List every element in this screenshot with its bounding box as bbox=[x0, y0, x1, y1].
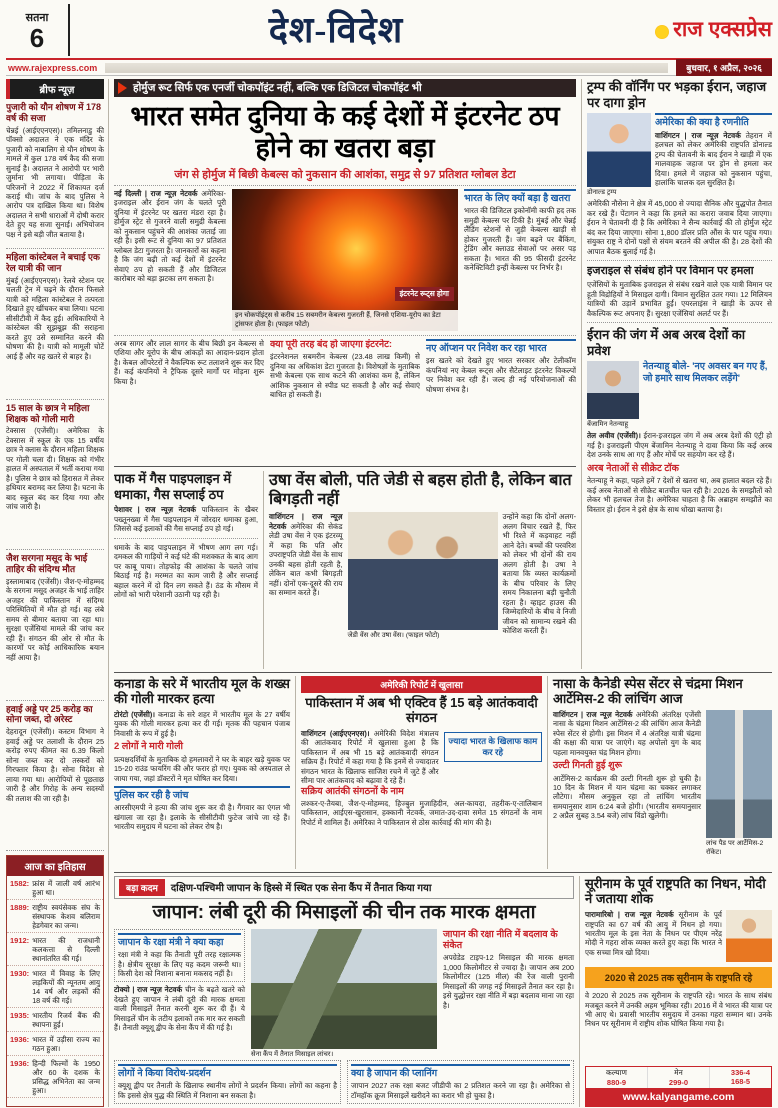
main-upper-column bbox=[114, 79, 582, 669]
terror-dateline: वाशिंगटन (आईएएनएस)। bbox=[301, 728, 370, 738]
usha-vance-story bbox=[264, 471, 576, 669]
countdown-heading: उल्टी गिनती हुई शुरू bbox=[553, 760, 623, 772]
japan-protest-heading: लोगों ने किया विरोध-प्रदर्शन bbox=[118, 1064, 337, 1079]
history-text: भारत में विवाह के लिए लड़कियों की न्यूनतम आयु 14 वर्ष और लड़कों की 18 वर्ष की गई। bbox=[32, 968, 100, 1005]
terror-text-column bbox=[301, 729, 439, 786]
history-item bbox=[7, 1056, 103, 1098]
page-number-box bbox=[6, 4, 70, 56]
japan-para1 bbox=[114, 985, 245, 1032]
japan-policy-body: अपग्रेडेड टाइप-12 मिसाइल की मारक क्षमता 1,000 किलोमीटर से ज्यादा है। जापान अब 200 किलोमीटर (125 मील) की रेंज वाली पुरानी मिसाइलों की जगह नई मिसाइलें तैनात कर रहा है। इसे युद्धोत्तर रक्षा नीति में बड़ा बदलाव माना जा रहा है। bbox=[443, 953, 574, 1010]
terror-body-row bbox=[301, 729, 542, 786]
ad-value: 336-4 bbox=[730, 1068, 751, 1077]
lead-story bbox=[114, 79, 576, 467]
page-number: 6 bbox=[29, 22, 45, 53]
nasa-para1 bbox=[553, 710, 701, 757]
usha-text-column bbox=[269, 512, 343, 639]
canada-dateline: टोरंटो (एजेंसी)। bbox=[114, 709, 156, 719]
nasa-headline: नासा के कैनेडी स्पेस सेंटर से चंद्रमा मिशन आर्टेमिस-2 की लांचिंग आज bbox=[553, 675, 743, 707]
brief-item bbox=[6, 249, 104, 399]
history-header: आज का इतिहास bbox=[7, 856, 103, 876]
date-label: बुधवार, १ अप्रैल, २०२६ bbox=[676, 59, 772, 76]
row-b bbox=[114, 471, 576, 669]
history-text: भारत की राजधानी कलकत्ता से दिल्ली स्थानांतरित की गई। bbox=[32, 935, 100, 963]
lead-sub-internet bbox=[270, 339, 420, 400]
canada-murder-story bbox=[114, 676, 296, 869]
iran-arab-headline: ईरान की जंग में अब अरब देशों का प्रवेश bbox=[587, 327, 746, 358]
brand-sun-icon bbox=[655, 25, 669, 39]
brief-item bbox=[6, 550, 104, 700]
brief-item bbox=[6, 701, 104, 851]
ad-cell bbox=[648, 1067, 710, 1088]
ad-col-head: मेन bbox=[674, 1068, 683, 1077]
lead-text-column bbox=[114, 189, 226, 331]
iran-arab-story bbox=[587, 327, 772, 668]
lead-dateline: नई दिल्ली | राज न्यूज़ नेटवर्क bbox=[114, 188, 198, 198]
trump-strategy-box bbox=[655, 113, 772, 196]
ad-cell bbox=[710, 1067, 771, 1088]
brief-body: देहरादून (एजेंसी)। कस्टम विभाग ने हवाई अड्डे पर तलाशी के दौरान 25 करोड़ रुपए कीमत का 6.39 किलो सोना जब्त कर दो तस्करों को गिरफ्तार किया है। सोना विदेश से लाया गया था। आरोपियों से पूछताछ जारी है और गिरोह के अन्य सदस्यों की तलाश की जा रही है। bbox=[6, 727, 104, 803]
divider bbox=[587, 322, 772, 323]
terror-groups-body: लश्कर-ए-तैयबा, जैश-ए-मोहम्मद, हिज्बुल मुजाहिदीन, अल-कायदा, तहरीक-ए-तालिबान पाकिस्तान, आईएस-खुरासान, हक्कानी नेटवर्क, जमात-उद-दावा समेत 15 संगठनों के नाम रिपोर्ट में शामिल हैं। अमेरिका ने पाकिस्तान से ठोस कार्रवाई की मांग की है। bbox=[301, 798, 542, 827]
lead-bottom-row bbox=[114, 335, 576, 400]
japan-protest-body: क्यूशू द्वीप पर तैनाती के खिलाफ स्थानीय लोगों ने प्रदर्शन किया। लोगों का कहना है कि इससे क्षेत्र युद्ध की स्थिति में निशाना बन सकता है। bbox=[118, 1081, 337, 1100]
suriname-headline: सूरीनाम के पूर्व राष्ट्रपति का निधन, मोदी ने जताया शोक bbox=[585, 875, 766, 907]
iran-photo-row bbox=[587, 361, 772, 428]
lead-paragraph bbox=[114, 189, 226, 284]
lead-para1: अमेरिका-इजराइल और ईरान जंग के चलते पूरी दुनिया में इंटरनेट पर खतरा मंडरा रहा है। होर्मुज स्ट्रेट से गुजरने वाली समुद्री केबल्स को नुकसान पहुंचने की आशंका जताई जा रही है। इसी रूट से दुनिया का 97 प्रतिशत ग्लोबल डेटा गुजरता है। जानकारों का कहना है कि जंग बढ़ी तो कई देशों में इंटरनेट सेवाएं ठप हो सकती हैं और डिजिटल कारोबार को बड़ा झटका लग सकता है। bbox=[114, 188, 226, 284]
section-title: देश-विदेश bbox=[268, 10, 404, 50]
history-year: 1935: bbox=[10, 1010, 30, 1020]
nasa-artemis-story bbox=[548, 676, 772, 869]
today-in-history-box bbox=[6, 855, 104, 1107]
usha-para2: उन्होंने कहा कि दोनों अलग-अलग विचार रखते हैं, फिर भी रिश्ते में कड़वाहट नहीं आने देते। बच्चों की परवरिश को लेकर भी दोनों की राय अलग होती है। उषा ने बताया कि व्यस्त कार्यक्रमों के बीच परिवार के लिए समय निकालना बड़ी चुनौती रहता है। व्हाइट हाउस की जिम्मेदारियों के बीच वे निजी जीवन को सामान्य रखने की कोशिश करती हैं। bbox=[502, 512, 576, 636]
trump-photo-row bbox=[587, 113, 772, 196]
divider bbox=[114, 538, 258, 539]
netanyahu-photo-caption: बेंजामिन नेतन्याहू bbox=[587, 421, 629, 429]
japan-planning-box bbox=[347, 1060, 574, 1104]
lead-kicker-text: होर्मुज रूट सिर्फ एक एनर्जी चोकपॉइंट नहीं, बल्कि एक डिजिटल चोकपॉइंट भी bbox=[133, 82, 422, 94]
ad-col-head: कल्याण bbox=[606, 1068, 627, 1077]
lead-text-column bbox=[114, 339, 264, 400]
brief-body: चेन्नई (आईएएनएस)। तमिलनाडु की पॉक्सो अदालत ने एक मंदिर के पुजारी को नाबालिग से यौन शोषण के मामले में कुल 178 वर्ष कैद की सजा सुनाई है। अदालत ने आरोपी पर भारी जुर्माना भी लगाया। पीड़िता के परिजनों ने 2022 में शिकायत दर्ज कराई थी। जांच के बाद पुलिस ने आरोप पत्र दाखिल किया था। विशेष अदालत ने सभी धाराओं में दोषी करार देते हुए यह सजा सुनाई। अभियोजन पक्ष ने इसे बड़ी जीत बताया है। bbox=[6, 125, 104, 239]
usha-photo-wrap bbox=[348, 512, 498, 639]
ad-cell bbox=[586, 1067, 648, 1088]
lead-para2: अरब सागर और लाल सागर के बीच बिछी इन केबल्स से एशिया और यूरोप के बीच आंकड़ों का आदान-प्रदान होता है। केबल ऑपरेटरों ने वैकल्पिक रूट तलाशने शुरू कर दिए हैं। कई कंपनियों ने ट्रैफिक दूसरे मार्गों पर मोड़ना शुरू किया है। bbox=[114, 338, 264, 386]
japan-minister-body: रक्षा मंत्री ने कहा कि तैनाती पूरी तरह रक्षात्मक है। क्षेत्रीय सुरक्षा के लिए यह कदम जरूरी था। किसी देश को निशाना बनाना मकसद नहीं है। bbox=[118, 950, 241, 978]
brief-title: पुजारी को यौन शोषण में 178 वर्ष की सजा bbox=[6, 102, 101, 123]
suriname-dateline: पारामारिबो | राज न्यूज़ नेटवर्क bbox=[585, 910, 674, 920]
ad-results-table bbox=[586, 1067, 771, 1088]
main-content-area bbox=[109, 79, 772, 1107]
trump-headline: ट्रम्प की वॉर्निंग पर भड़का ईरान, जहाज पर दागा ड्रोन bbox=[587, 79, 767, 110]
right-rail bbox=[582, 79, 772, 669]
usha-text-column bbox=[503, 512, 577, 639]
brand-name: राज एक्सप्रेस bbox=[673, 17, 772, 41]
lead-sidebox-new-options bbox=[426, 339, 576, 400]
canada-headline: कनाडा के सरे में भारतीय मूल के शख्स की गोली मारकर हत्या bbox=[114, 675, 290, 707]
lead-photo-tag: इंटरनेट रूट्स होगा bbox=[395, 287, 454, 301]
new-options-heading: नए ऑप्शन पर निवेश कर रहा भारत bbox=[426, 339, 576, 354]
ad-value: 168-5 bbox=[730, 1077, 751, 1086]
iran-lead: ईरान-इजराइल जंग में अब अरब देशों की एंट्री हो गई है। इजराइली पीएम बेंजामिन नेतन्याहू ने दावा किया कि कई अरब देश उनके साथ आ गए हैं और मोर्चे पर सहयोग कर रहे हैं। bbox=[587, 431, 772, 460]
history-text: भारतीय रिजर्व बैंक की स्थापना हुई। bbox=[32, 1010, 100, 1029]
brief-title: 15 साल के छात्र ने महिला शिक्षक को गोली मारी bbox=[6, 402, 90, 424]
lead-photo bbox=[232, 189, 458, 331]
info-bar bbox=[6, 60, 772, 76]
netanyahu-photo bbox=[587, 361, 639, 419]
india-risk-heading: भारत के लिए क्यों बड़ा है खतरा bbox=[464, 189, 576, 204]
lead-kicker bbox=[114, 79, 576, 97]
rocket-photo bbox=[706, 710, 772, 838]
history-text: हिन्दी फिल्मों के 1950 और 60 के दशक के प्रसिद्ध अभिनेता का जन्म हुआ। bbox=[32, 1058, 100, 1095]
lead-photo-caption: इन चोकपॉइंट्स से करीब 15 सबमरीन केबल्स गुजरती हैं, जिनसे एशिया-यूरोप का डेटा ट्रांसफर होता है। (फाइल फोटो) bbox=[232, 310, 458, 330]
suriname-highlight: 2020 से 2025 तक सूरीनाम के राष्ट्रपति रहे bbox=[585, 967, 772, 988]
pak-gas-para2: धमाके के बाद पाइपलाइन में भीषण आग लग गई। दमकल की गाड़ियों ने कई घंटे की मशक्कत के बाद आग पर काबू पाया। तोड़फोड़ की आशंका के चलते जांच बिठाई गई है। मरम्मत का काम जारी है और सप्लाई बहाल करने में दो दिन लग सकते हैं। ठंड के मौसम में लोगों को भारी परेशानी उठानी पड़ रही है। bbox=[114, 542, 258, 600]
history-text: भारत में उड़ीसा राज्य का गठन हुआ। bbox=[32, 1034, 100, 1053]
netanyahu-photo-wrap bbox=[587, 361, 639, 428]
suriname-story bbox=[580, 876, 772, 1107]
japan-lead: चीन के बढ़ते खतरे को देखते हुए जापान ने लंबी दूरी की मारक क्षमता वाली मिसाइलें तैनात करनी शुरू कर दी हैं। ये मिसाइलें चीन के तटीय इलाकों तक मार कर सकती हैं। तैनाती क्यूशू द्वीप के सेना कैंप में की गई है। bbox=[114, 985, 246, 1033]
brief-item bbox=[6, 400, 104, 550]
history-text: राष्ट्रीय स्वयंसेवक संघ के संस्थापक केशव बलिराम हेडगेवार का जन्म। bbox=[32, 902, 100, 930]
japan-dateline: टोक्यो | राज न्यूज़ नेटवर्क bbox=[114, 985, 183, 995]
row-d bbox=[114, 872, 772, 1107]
japan-strip bbox=[114, 876, 574, 899]
nasa-dateline: वाशिंगटन | राज न्यूज़ नेटवर्क bbox=[553, 709, 633, 719]
ad-value: 880-9 bbox=[606, 1078, 627, 1087]
japan-planning-body: जापान 2027 तक रक्षा बजट जीडीपी का 2 प्रतिशत करने जा रहा है। अमेरिका से टॉमहॉक क्रूज मिसाइलें खरीदने का करार भी हो चुका है। bbox=[351, 1081, 570, 1100]
lead-sidebox-india-risk bbox=[464, 189, 576, 331]
japan-headline: जापान: लंबी दूरी की मिसाइलों की चीन तक मारक क्षमता bbox=[152, 901, 536, 923]
israel-plane-body: एजेंसियों के मुताबिक इजराइल से संबंध रखने वाले एक यात्री विमान पर हूती विद्रोहियों ने मिसाइल दागी। विमान सुरक्षित उतर गया। 12 मिलियन यात्रियों की उड़ानें प्रभावित हुईं। एयरलाइंस ने खाड़ी के ऊपर से वैकल्पिक रूट अपनाए हैं। सुरक्षा एजेंसियां अलर्ट पर हैं। bbox=[587, 280, 772, 318]
secret-talk-body: नेतन्याहू ने कहा, पहले हमें 7 देशों से खतरा था, अब हालात बदल रहे हैं। कई अरब नेताओं से सीक्रेट बातचीत चल रही है। 2026 के समझौतों को लेकर भी हलचल तेज है। अमेरिका चाहता है कि अब्राहम समझौते का विस्तार हो। ईरान ने इसे क्षेत्र के साथ धोखा बताया है। bbox=[587, 476, 772, 514]
history-year: 1582: bbox=[10, 878, 30, 888]
trump-photo-caption: डोनाल्ड ट्रम्प bbox=[587, 189, 617, 197]
japan-missile-story bbox=[114, 876, 580, 1107]
japan-policy-heading: जापान की रक्षा नीति में बदलाव के संकेत bbox=[443, 928, 558, 952]
japan-bottom-row bbox=[114, 1060, 574, 1107]
history-item bbox=[7, 876, 103, 900]
pak-gas-story bbox=[114, 471, 264, 669]
terror-kicker: अमेरिकी रिपोर्ट में खुलासा bbox=[301, 676, 542, 693]
terror-side-column bbox=[444, 729, 542, 786]
netanyahu-quote: नेतन्याहू बोले- 'नए अवसर बन गए हैं, जो हमारे साथ मिलकर लड़ेंगे' bbox=[643, 361, 768, 385]
trump-para1 bbox=[655, 131, 772, 188]
iran-para1 bbox=[587, 431, 772, 459]
iran-dateline: तेल अवीव (एजेंसी)। bbox=[587, 431, 641, 441]
trump-lead: तेहरान में हलचल को लेकर अमेरिकी राष्ट्रपति डोनाल्ड ट्रम्प की चेतावनी के बाद ईरान ने खाड़ी में एक मालवाहक जहाज पर ड्रोन से हमला कर दिया। हमले में जहाज को नुकसान पहुंचा, हालांकि चालक दल सुरक्षित है। bbox=[655, 130, 772, 187]
history-item bbox=[7, 900, 103, 933]
trump-dateline: वाशिंगटन | राज न्यूज़ नेटवर्क bbox=[655, 130, 741, 140]
suriname-body bbox=[585, 910, 772, 964]
secret-talk-heading: अरब नेताओं से सीक्रेट टॉक bbox=[587, 462, 679, 474]
trump-story bbox=[587, 79, 772, 256]
rocket-photo-caption: लांच पैड पर आर्टेमिस-2 रॉकेट। bbox=[706, 839, 764, 856]
history-item bbox=[7, 1008, 103, 1032]
kicker-arrow-icon bbox=[118, 82, 127, 94]
japan-planning-heading: क्या है जापान की प्लानिंग bbox=[351, 1064, 570, 1079]
brief-item bbox=[6, 99, 104, 249]
info-bar-spacer bbox=[105, 63, 668, 73]
countdown-body: आर्टेमिस-2 कार्यक्रम की उल्टी गिनती शुरू हो चुकी है। 10 दिन के मिशन में यान चंद्रमा का चक्कर लगाकर लौटेगा। मौसम अनुकूल रहा तो लांचिंग भारतीय समयानुसार शाम 6:24 बजे होगी। (भारतीय समयानुसार 2 अप्रैल सुबह 3.54 बजे) लांच विंडो खुलेगी। bbox=[553, 773, 701, 821]
brief-news-column bbox=[6, 79, 109, 1107]
pak-gas-headline: पाक में गैस पाइपलाइन में धमाका, गैस सप्लाई ठप bbox=[114, 471, 232, 502]
usha-para1 bbox=[269, 512, 343, 597]
usha-lead: अमेरिका की सेकंड लेडी उषा वेंस ने एक इंटरव्यू में कहा कि पति और उपराष्ट्रपति जेडी वेंस के साथ उनकी बहस होती रहती है, लेकिन बात कभी बिगड़ती नहीं। दोनों एक-दूसरे की राय का सम्मान करते हैं। bbox=[269, 521, 343, 598]
trump-photo bbox=[587, 113, 651, 187]
lead-headline: भारत समेत दुनिया के कई देशों में इंटरनेट ठप होने का खतरा बड़ा bbox=[130, 101, 560, 163]
japan-policy-column bbox=[443, 929, 574, 1058]
kalyan-ad bbox=[585, 1066, 772, 1107]
pak-gas-dateline: पेशावर | राज न्यूज़ नेटवर्क bbox=[114, 505, 196, 515]
trump-photo-wrap bbox=[587, 113, 651, 196]
new-options-body: इस खतरे को देखते हुए भारत सरकार और टेलीकॉम कंपनियां नए केबल रूट्स और सैटेलाइट इंटरनेट विकल्पों पर निवेश कर रही हैं। जल्द ही नई परियोजनाओं की घोषणा संभव है। bbox=[426, 356, 576, 394]
history-text: फ्रांस में जाली वर्ष आरंभ हुआ था। bbox=[32, 878, 100, 897]
usha-dateline: वाशिंगटन | राज न्यूज़ नेटवर्क bbox=[269, 512, 343, 531]
history-item bbox=[7, 933, 103, 966]
brief-body: इस्लामाबाद (एजेंसी)। जैश-ए-मोहम्मद के सरगना मसूद अजहर के भाई ताहिर अजहर की पाकिस्तान में संदिग्ध परिस्थितियों में मौत हो गई। वह लंबे समय से बीमार बताया जा रहा था। सुरक्षा एजेंसियां मामले की जांच कर रही हैं। संगठन की ओर से मौत के कारणों पर कोई आधिकारिक बयान नहीं आया है। bbox=[6, 576, 104, 662]
nasa-text-column bbox=[553, 710, 701, 856]
body-grid bbox=[6, 79, 772, 1107]
missile-photo-caption: सेना कैंप में तैनात मिसाइल लांचर। bbox=[251, 1050, 334, 1058]
japan-strip-text: दक्षिण-पश्चिमी जापान के हिस्से में स्थित एक सेना कैंप में तैनात किया गया bbox=[170, 883, 432, 895]
missile-photo-wrap bbox=[251, 929, 437, 1058]
terror-para1 bbox=[301, 729, 439, 786]
edition-place: सतना bbox=[25, 11, 49, 24]
history-year: 1936: bbox=[10, 1058, 30, 1068]
japan-text-column bbox=[114, 929, 245, 1058]
nasa-lead: अमेरिकी अंतरिक्ष एजेंसी नासा के चंद्रमा मिशन आर्टेमिस-2 की लांचिंग आज कैनेडी स्पेस सेंटर से होगी। इस मिशन में 4 अंतरिक्ष यात्री चंद्रमा की कक्षा की यात्रा पर जाएंगे। यह अपोलो युग के बाद पहला मानवयुक्त चंद्र मिशन होगा। bbox=[553, 709, 701, 757]
brand-box bbox=[602, 4, 772, 56]
usha-body-row bbox=[269, 512, 576, 639]
canada-sub2-heading: पुलिस कर रही है जांच bbox=[114, 786, 290, 801]
japan-minister-box bbox=[114, 929, 245, 983]
brief-news-header: ब्रीफ न्यूज़ bbox=[6, 79, 104, 99]
pak-gas-lead: पाकिस्तान के खैबर पख्तूनख्वा में गैस पाइपलाइन में जोरदार धमाका हुआ, जिससे कई इलाकों की गैस सप्लाई ठप हो गई। bbox=[114, 505, 258, 534]
upper-band bbox=[114, 79, 772, 669]
ad-value: 299-0 bbox=[668, 1078, 689, 1087]
history-year: 1889: bbox=[10, 902, 30, 912]
website-link[interactable]: www.rajexpress.com bbox=[8, 62, 98, 73]
us-strategy-heading: अमेरिका की क्या है रणनीति bbox=[655, 113, 772, 128]
japan-body-row bbox=[114, 929, 574, 1058]
suriname-photo bbox=[726, 910, 772, 962]
usha-photo bbox=[348, 512, 498, 630]
pak-terror-story bbox=[296, 676, 548, 869]
history-year: 1930: bbox=[10, 968, 30, 978]
brief-body: टेक्सास (एजेंसी)। अमेरिका के टेक्सास में स्कूल के एक 15 वर्षीय छात्र ने क्लास के दौरान महिला शिक्षक पर गोली चला दी। शिक्षक को गंभीर हालत में अस्पताल में भर्ती कराया गया है। पुलिस ने छात्र को हिरासत में लेकर हथियार बरामद कर लिया है। घटना के बाद स्कूल बंद कर दिया गया और जांच जारी है। bbox=[6, 426, 104, 512]
japan-minister-heading: जापान के रक्षा मंत्री ने क्या कहा bbox=[118, 933, 241, 948]
history-item bbox=[7, 966, 103, 1008]
canada-sub1-body: प्रत्यक्षदर्शियों के मुताबिक दो हमलावरों ने घर के बाहर खड़े युवक पर 15-20 राउंड फायरिंग की और फरार हो गए। युवक को अस्पताल ले जाया गया, जहां डॉक्टरों ने मृत घोषित कर दिया। bbox=[114, 754, 290, 783]
usha-photo-caption: जेडी वेंस और उषा वेंस। (फाइल फोटो) bbox=[347, 632, 440, 640]
india-risk-body: भारत की डिजिटल इकोनॉमी काफी हद तक समुद्री केबल्स पर टिकी है। मुंबई और चेन्नई लैंडिंग स्टेशनों से जुड़ी केबल्स खाड़ी से होकर गुजरती हैं। जंग बढ़ने पर बैंकिंग, ट्रेडिंग और क्लाउड सेवाओं पर असर पड़ सकता है। भारत की 95 फीसदी इंटरनेट कनेक्टिविटी इन्हीं केबल्स पर निर्भर है। bbox=[464, 206, 576, 273]
canada-sub2-body: आरसीएमपी ने हत्या की जांच शुरू कर दी है। गैंगवार का एंगल भी खंगाला जा रहा है। इलाके के सीसीटीवी फुटेज जांचे जा रहे हैं। भारतीय समुदाय में घटना को लेकर रोष है। bbox=[114, 803, 290, 832]
israel-plane-headline: इजराइल से संबंध होने पर विमान पर हमला bbox=[587, 265, 754, 278]
brief-body: मुंबई (आईएएनएस)। रेलवे स्टेशन पर चलती ट्रेन में चढ़ने के दौरान फिसले यात्री को महिला कांस्टेबल ने तत्परता दिखाते हुए खींचकर बचा लिया। घटना सीसीटीवी में कैद हुई। अधिकारियों ने कांस्टेबल की सूझबूझ की सराहना करते हुए उसे सम्मानित करने की घोषणा की है। यात्री को मामूली चोटें आई हैं और वह खतरे से बाहर है। bbox=[6, 276, 104, 361]
lead-top-row bbox=[114, 189, 576, 331]
row-c bbox=[114, 672, 772, 869]
israel-plane-story bbox=[587, 265, 772, 318]
brief-title: महिला कांस्टेबल ने बचाई एक रेल यात्री की जान bbox=[6, 252, 100, 274]
terror-headline: पाकिस्तान में अब भी एक्टिव हैं 15 बड़े आतंकवादी संगठन bbox=[305, 694, 538, 726]
pak-gas-para1 bbox=[114, 505, 258, 533]
internet-shutdown-heading: क्या पूरी तरह बंद हो जाएगा इंटरनेट: bbox=[270, 338, 393, 350]
missile-photo bbox=[251, 929, 437, 1049]
rocket-photo-wrap bbox=[706, 710, 772, 856]
masthead bbox=[6, 4, 772, 56]
history-year: 1936: bbox=[10, 1034, 30, 1044]
history-year: 1912: bbox=[10, 935, 30, 945]
internet-shutdown-body: इंटरनेशनल सबमरीन केबल्स (23.48 लाख किमी) से दुनिया का अधिकांश डेटा गुजरता है। विशेषज्ञों के मुताबिक सभी केबल्स एक साथ कटने की आशंका कम है, लेकिन आंशिक नुकसान से स्पीड घट सकती है और कई सेवाएं बाधित हो सकती हैं। bbox=[270, 352, 420, 400]
nasa-body-row bbox=[553, 710, 772, 856]
canada-sub1-heading: 2 लोगों ने मारी गोली bbox=[114, 741, 184, 753]
suriname-para2: वे 2020 से 2025 तक सूरीनाम के राष्ट्रपति रहे। भारत के साथ संबंध मजबूत करने में उनकी अहम भूमिका रही। 2016 में वे भारत की यात्रा पर भी आए थे। प्रवासी भारतीय समुदाय में उनका गहरा सम्मान था। उनके निधन पर सूरीनाम में राष्ट्रीय शोक घोषित किया गया है। bbox=[585, 991, 772, 1029]
japan-protest-box bbox=[114, 1060, 341, 1104]
ad-website-link[interactable]: www.kalyangame.com bbox=[586, 1088, 771, 1106]
japan-label: बड़ा कदम bbox=[119, 879, 165, 896]
brief-title: जैश सरगना मसूद के भाई ताहिर की संदिग्ध मौत bbox=[6, 553, 88, 575]
suriname-lead: सूरीनाम के पूर्व राष्ट्रपति का 67 वर्ष की आयु में निधन हो गया। भारतीय मूल के इस नेता के निधन पर पीएम नरेंद्र मोदी ने गहरा शोक व्यक्त करते हुए कहा कि भारत ने एक सच्चा मित्र खो दिया। bbox=[585, 910, 722, 957]
usha-headline: उषा वेंस बोली, पति जेडी से बहस होती है, लेकिन बात बिगड़ती नहीं bbox=[269, 472, 572, 509]
lead-deck: जंग से होर्मुज में बिछी केबल्स को नुकसान की आशंका, समुद्र से 97 प्रतिशत ग्लोबल डेटा bbox=[114, 167, 576, 186]
canada-lead: कनाडा के सरे शहर में भारतीय मूल के 27 वर्षीय युवक की गोली मारकर हत्या कर दी गई। मृतक की पहचान पंजाब निवासी के रूप में हुई है। bbox=[114, 709, 291, 738]
divider bbox=[587, 260, 772, 261]
history-item bbox=[7, 1032, 103, 1056]
terror-side-note: ज्यादा भारत के खिलाफ काम कर रहे bbox=[444, 732, 542, 762]
terror-lead: अमेरिकी विदेश मंत्रालय की आतंकवाद रिपोर्ट में खुलासा हुआ है कि पाकिस्तान में अब भी 15 बड़े आतंकवादी संगठन सक्रिय हैं। रिपोर्ट में कहा गया है कि इनमें से ज्यादातर संगठन भारत के खिलाफ साजिश रचने में जुटे हैं और सीमा पार आतंकवाद को बढ़ावा दे रहे हैं। bbox=[301, 728, 439, 786]
canada-para1 bbox=[114, 710, 290, 738]
trump-para2: अमेरिकी नौसेना ने क्षेत्र में 45,000 से ज्यादा सैनिक और युद्धपोत तैनात कर रखे हैं। पेंटागन ने कहा कि हमले का करारा जवाब दिया जाएगा। ईरान ने चेतावनी दी है कि अमेरिका ने सैन्य कार्रवाई की तो होर्मुज स्ट्रेट बंद कर दिया जाएगा। सोना 1,800 डॉलर प्रति औंस के पार पहुंच गया। संयुक्त राष्ट्र ने दोनों पक्षों से संयम बरतने की अपील की है। 28 देशों की आपात बैठक बुलाई गई है। bbox=[587, 199, 772, 256]
brief-title: हवाई अड्डे पर 25 करोड़ का सोना जब्त, दो अरेस्ट bbox=[6, 703, 93, 725]
terror-groups-heading: सक्रिय आतंकी संगठनों के नाम bbox=[301, 785, 404, 797]
